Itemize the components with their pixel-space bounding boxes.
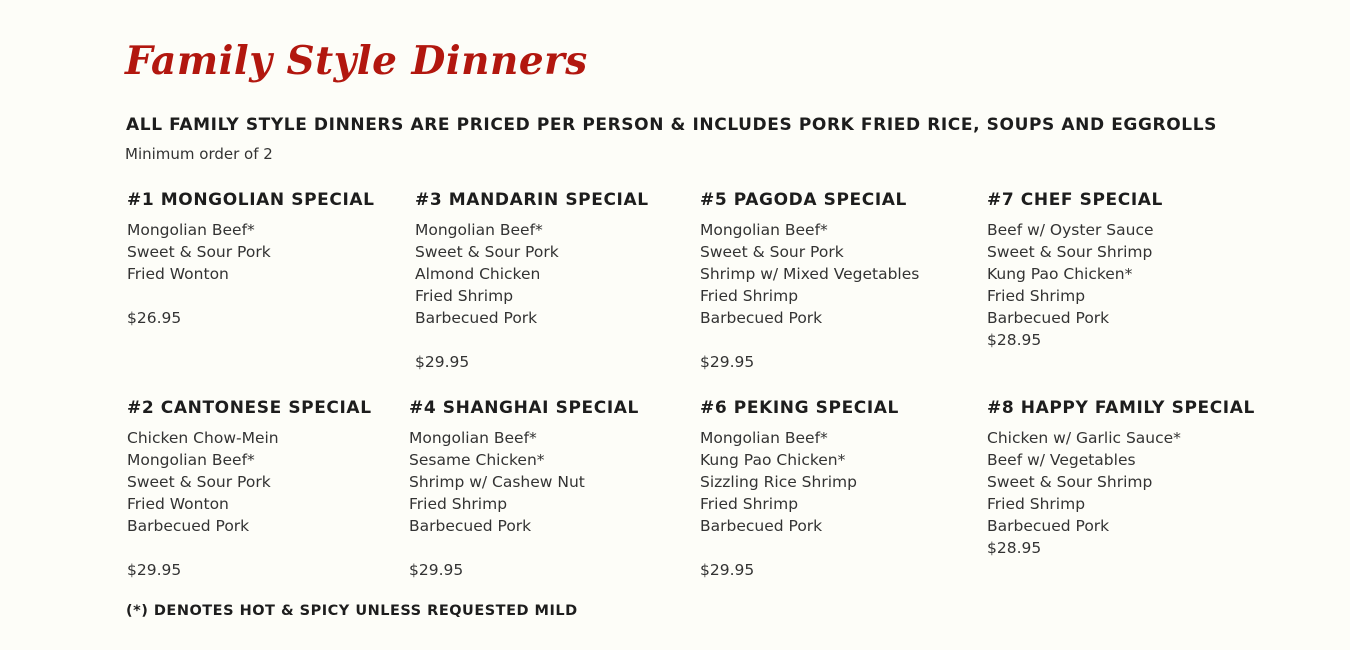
page-title: Family Style Dinners: [125, 38, 588, 84]
menu-item: Chicken Chow-Mein: [127, 429, 279, 447]
special-8-happy-family: [987, 398, 1255, 559]
special-name: #3 MANDARIN SPECIAL: [415, 190, 649, 210]
special-items: [700, 219, 919, 329]
menu-item: Mongolian Beef*: [700, 429, 828, 447]
special-items: [127, 427, 372, 537]
special-price: $29.95: [415, 353, 470, 371]
menu-item: Shrimp w/ Mixed Vegetables: [700, 265, 920, 283]
menu-item: Beef w/ Vegetables: [987, 451, 1136, 469]
menu-item: Mongolian Beef*: [127, 451, 255, 469]
menu-item: Almond Chicken: [415, 265, 541, 283]
special-items: [409, 427, 639, 537]
menu-item: Barbecued Pork: [987, 517, 1110, 535]
special-name: #5 PAGODA SPECIAL: [700, 190, 907, 210]
spicy-note: (*) DENOTES HOT & SPICY UNLESS REQUESTED MILD: [126, 603, 578, 619]
menu-item: Shrimp w/ Cashew Nut: [409, 473, 585, 491]
menu-item: Barbecued Pork: [409, 517, 532, 535]
menu-item: Fried Shrimp: [987, 495, 1086, 513]
special-price: $29.95: [127, 561, 182, 579]
special-items: [987, 219, 1163, 329]
menu-item: Mongolian Beef*: [409, 429, 537, 447]
special-1-mongolian: [127, 190, 375, 329]
special-5-pagoda: [700, 190, 919, 373]
special-items: [987, 427, 1255, 537]
menu-item: Fried Wonton: [127, 495, 229, 513]
special-name: #8 HAPPY FAMILY SPECIAL: [987, 398, 1255, 418]
pricing-description: ALL FAMILY STYLE DINNERS ARE PRICED PER PERSON & INCLUDES PORK FRIED RICE, SOUPS AND EGGROLLS: [126, 115, 1217, 135]
special-items: [415, 219, 649, 329]
special-price: $28.95: [987, 331, 1042, 349]
special-name: #6 PEKING SPECIAL: [700, 398, 899, 418]
menu-item: Sesame Chicken*: [409, 451, 545, 469]
menu-item: Barbecued Pork: [700, 517, 823, 535]
special-items: [700, 427, 899, 537]
special-name: #4 SHANGHAI SPECIAL: [409, 398, 639, 418]
menu-item: Kung Pao Chicken*: [700, 451, 846, 469]
menu-item: Sizzling Rice Shrimp: [700, 473, 857, 491]
menu-item: Barbecued Pork: [987, 309, 1110, 327]
menu-item: Chicken w/ Garlic Sauce*: [987, 429, 1181, 447]
menu-item: Sweet & Sour Shrimp: [987, 243, 1153, 261]
menu-item: Fried Shrimp: [987, 287, 1086, 305]
menu-item: Barbecued Pork: [127, 517, 250, 535]
menu-item: Fried Shrimp: [415, 287, 514, 305]
menu-item: Mongolian Beef*: [415, 221, 543, 239]
menu-item: Beef w/ Oyster Sauce: [987, 221, 1154, 239]
special-name: #7 CHEF SPECIAL: [987, 190, 1163, 210]
special-price: $29.95: [409, 561, 464, 579]
menu-item: Sweet & Sour Pork: [127, 243, 271, 261]
special-items: [127, 219, 375, 285]
menu-item: Fried Shrimp: [700, 287, 799, 305]
special-name: #1 MONGOLIAN SPECIAL: [127, 190, 375, 210]
menu-item: Sweet & Sour Pork: [415, 243, 559, 261]
menu-item: Sweet & Sour Pork: [700, 243, 844, 261]
special-price: $26.95: [127, 309, 182, 327]
special-7-chef: [987, 190, 1163, 351]
menu-item: Sweet & Sour Shrimp: [987, 473, 1153, 491]
special-price: $29.95: [700, 561, 755, 579]
menu-item: Fried Wonton: [127, 265, 229, 283]
minimum-order-note: Minimum order of 2: [125, 145, 273, 163]
special-6-peking: [700, 398, 899, 581]
special-4-shanghai: [409, 398, 639, 581]
special-price: $29.95: [700, 353, 755, 371]
menu-item: Fried Shrimp: [409, 495, 508, 513]
special-3-mandarin: [415, 190, 649, 373]
menu-item: Mongolian Beef*: [700, 221, 828, 239]
special-name: #2 CANTONESE SPECIAL: [127, 398, 372, 418]
special-2-cantonese: [127, 398, 372, 581]
menu-item: Fried Shrimp: [700, 495, 799, 513]
menu-item: Sweet & Sour Pork: [127, 473, 271, 491]
menu-item: Barbecued Pork: [415, 309, 538, 327]
menu-item: Barbecued Pork: [700, 309, 823, 327]
special-price: $28.95: [987, 539, 1042, 557]
menu-item: Kung Pao Chicken*: [987, 265, 1133, 283]
menu-item: Mongolian Beef*: [127, 221, 255, 239]
